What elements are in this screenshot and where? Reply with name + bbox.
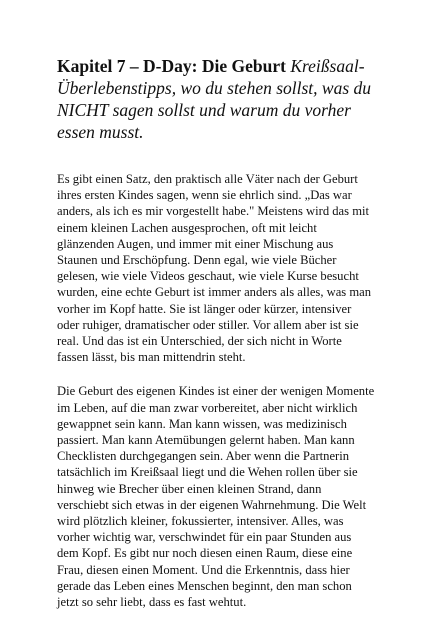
- chapter-title: Kapitel 7 – D-Day: Die Geburt: [57, 56, 286, 76]
- chapter-body: [57, 171, 375, 610]
- paragraph-1: Es gibt einen Satz, den praktisch alle Väter nach der Geburt ihres ersten Kindes sagen, wenn sie ehrlich sind. „Das war anders, als ich es mir vorgestellt habe." Meistens wird das mit einem kleinen Lachen ausgesprochen, oft mit leicht glänzenden Augen, und immer mit einer Mischung aus Staunen und Erschöpfung. Denn egal, wie viele Bücher gelesen, wie viele Videos geschaut, wie viele Kurse besucht wurden, eine echte Geburt ist immer anders als alles, was man vorher im Kopf hatte. Sie ist länger oder kürzer, intensiver oder ruhiger, dramatischer oder stiller. Vor allem aber ist sie real. Und das ist ein Unterschied, der sich nicht in Worte fassen lässt, bis man mittendrin steht.: [57, 172, 372, 365]
- paragraph-2: Die Geburt des eigenen Kindes ist einer der wenigen Momente im Leben, auf die man zwar vorbereitet, aber nicht wirklich gewappnet sein kann. Man kann wissen, was medizinisch passiert. Man kann Atemübungen gelernt haben. Man kann Checklisten durchgegangen sein. Aber wenn die Partnerin tatsächlich im Kreißsaal liegt und die Wehen rollen über sie hinweg wie Brecher über einen kleinen Strand, dann verschiebt sich etwas in der eigenen Wahrnehmung. Die Welt wird plötzlich kleiner, fokussierter, intensiver. Alles, was vorher wichtig war, verschwindet für ein paar Stunden aus dem Kopf. Es gibt nur noch diesen einen Raum, diese eine Frau, diesen einen Moment. Und die Erkenntnis, dass hier gerade das Leben eines Menschen beginnt, den man schon jetzt so sehr liebt, dass es fast wehtut.: [57, 384, 375, 610]
- chapter-subtitle: Kreißsaal-Überlebenstipps, wo du stehen sollst, was du NICHT sagen sollst und warum du vorher essen musst.: [57, 56, 372, 142]
- chapter-heading: [57, 55, 375, 143]
- book-page: [57, 55, 375, 628]
